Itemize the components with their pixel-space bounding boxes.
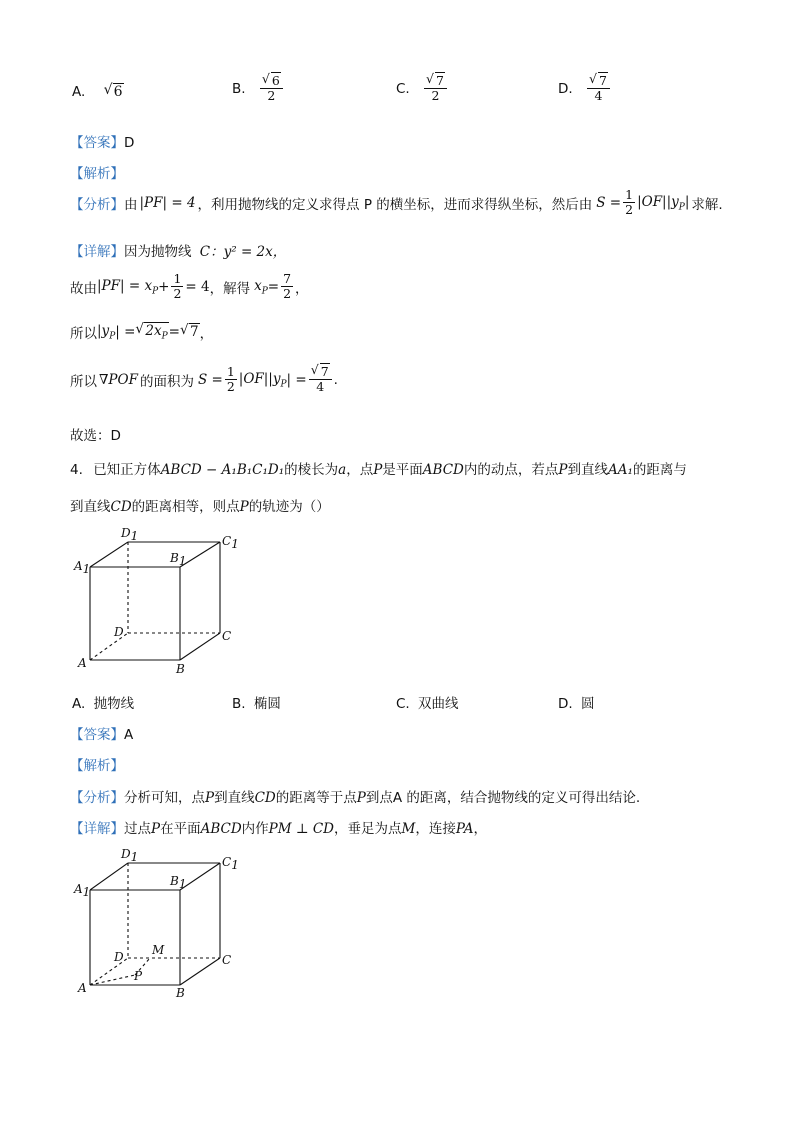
q3-option-a[interactable]	[72, 84, 124, 100]
q4-analysis-heading: 【解析】	[70, 758, 124, 774]
label-m: M	[152, 943, 165, 957]
q4-option-d[interactable]: D. 圆	[558, 696, 595, 712]
q4-fenxi-line: 【分析】分析可知，点P到直线CD的距离等于点P到点A 的距离，结合抛物线的定义可得出结论.	[70, 790, 641, 806]
label-b: B	[176, 986, 185, 1000]
cube-figure-1	[70, 525, 250, 680]
fraction: √ $\frac{7}{4}$	[587, 74, 610, 104]
q3-option-c[interactable]	[396, 74, 449, 104]
label-c1: C1	[222, 534, 239, 551]
q3-answer: 【答案】D	[70, 135, 135, 151]
label-c: C	[222, 629, 232, 643]
q3-option-b[interactable]	[232, 74, 285, 104]
q4-option-a[interactable]: A. 抛物线	[72, 696, 135, 712]
q3-option-d[interactable]	[558, 74, 612, 104]
q4-option-c[interactable]: C. 双曲线	[396, 696, 459, 712]
option-label: B.	[232, 80, 246, 97]
label-c1: C1	[222, 855, 239, 872]
q3-analysis-heading: 【解析】	[70, 166, 124, 182]
sqrt-expression: √ 6	[104, 84, 124, 100]
q3-solve-line: 故由 $|PF| = x_P$ + $\frac{1}{2}$ = 4 ，解得 $x_P$ = $\frac{7}{2}$ ，	[70, 271, 309, 302]
q3-xiangjie-line: 【详解】因为抛物线 C：y² = 2x，	[70, 244, 287, 260]
label-a1: A1	[74, 559, 91, 576]
option-label: D.	[558, 80, 573, 97]
q4-stem-line-1: 4. 已知正方体ABCD − A₁B₁C₁D₁的棱长为a，点P是平面ABCD内的动点，若点P到直线AA₁的距离与	[70, 462, 687, 478]
cube-figure-2	[70, 845, 250, 1000]
q4-xiangjie-line: 【详解】过点P在平面ABCD内作PM ⊥ CD，垂足为点M，连接PA，	[70, 821, 487, 837]
label-a1: A1	[74, 882, 91, 899]
q3-area-line: 所以 ∇POF 的面积为 S = $\frac{1}{2}$ $|OF||y_P$ | = √ $\frac{7}{4}$ .	[70, 365, 338, 395]
label-d: D	[114, 950, 124, 964]
fraction: √ $\frac{7}{2}$	[424, 74, 447, 104]
label-d1: D1	[121, 847, 139, 864]
label-b1: B1	[170, 874, 187, 891]
option-label: C.	[396, 80, 410, 97]
q4-option-b[interactable]: B. 椭圆	[232, 696, 281, 712]
label-a: A	[78, 981, 87, 995]
label-b1: B1	[170, 551, 187, 568]
label-c: C	[222, 953, 232, 967]
q3-choice: 故选：D	[70, 428, 121, 444]
q3-yp-line: 所以 $|y_P$ | = √ $2x_P$ = √ 7 ，	[70, 322, 213, 342]
label-p: P	[134, 969, 143, 983]
label-d: D	[114, 625, 124, 639]
option-label: A.	[72, 84, 86, 100]
label-d1: D1	[121, 526, 139, 543]
label-a: A	[78, 656, 87, 670]
q3-fenxi-line: 【分析】 由 |PF| = 4 ，利用抛物线的定义求得点 P 的横坐标，进而求得纵坐标，然后由 S = $\frac{1}{2}$ $|OF||y_P|$ 求解.	[70, 187, 723, 218]
label-b: B	[176, 662, 185, 676]
q4-answer: 【答案】A	[70, 727, 134, 743]
fraction: √ $\frac{6}{2}$	[260, 74, 283, 104]
q4-stem-line-2: 到直线CD的距离相等，则点P的轨迹为（）	[70, 499, 330, 515]
